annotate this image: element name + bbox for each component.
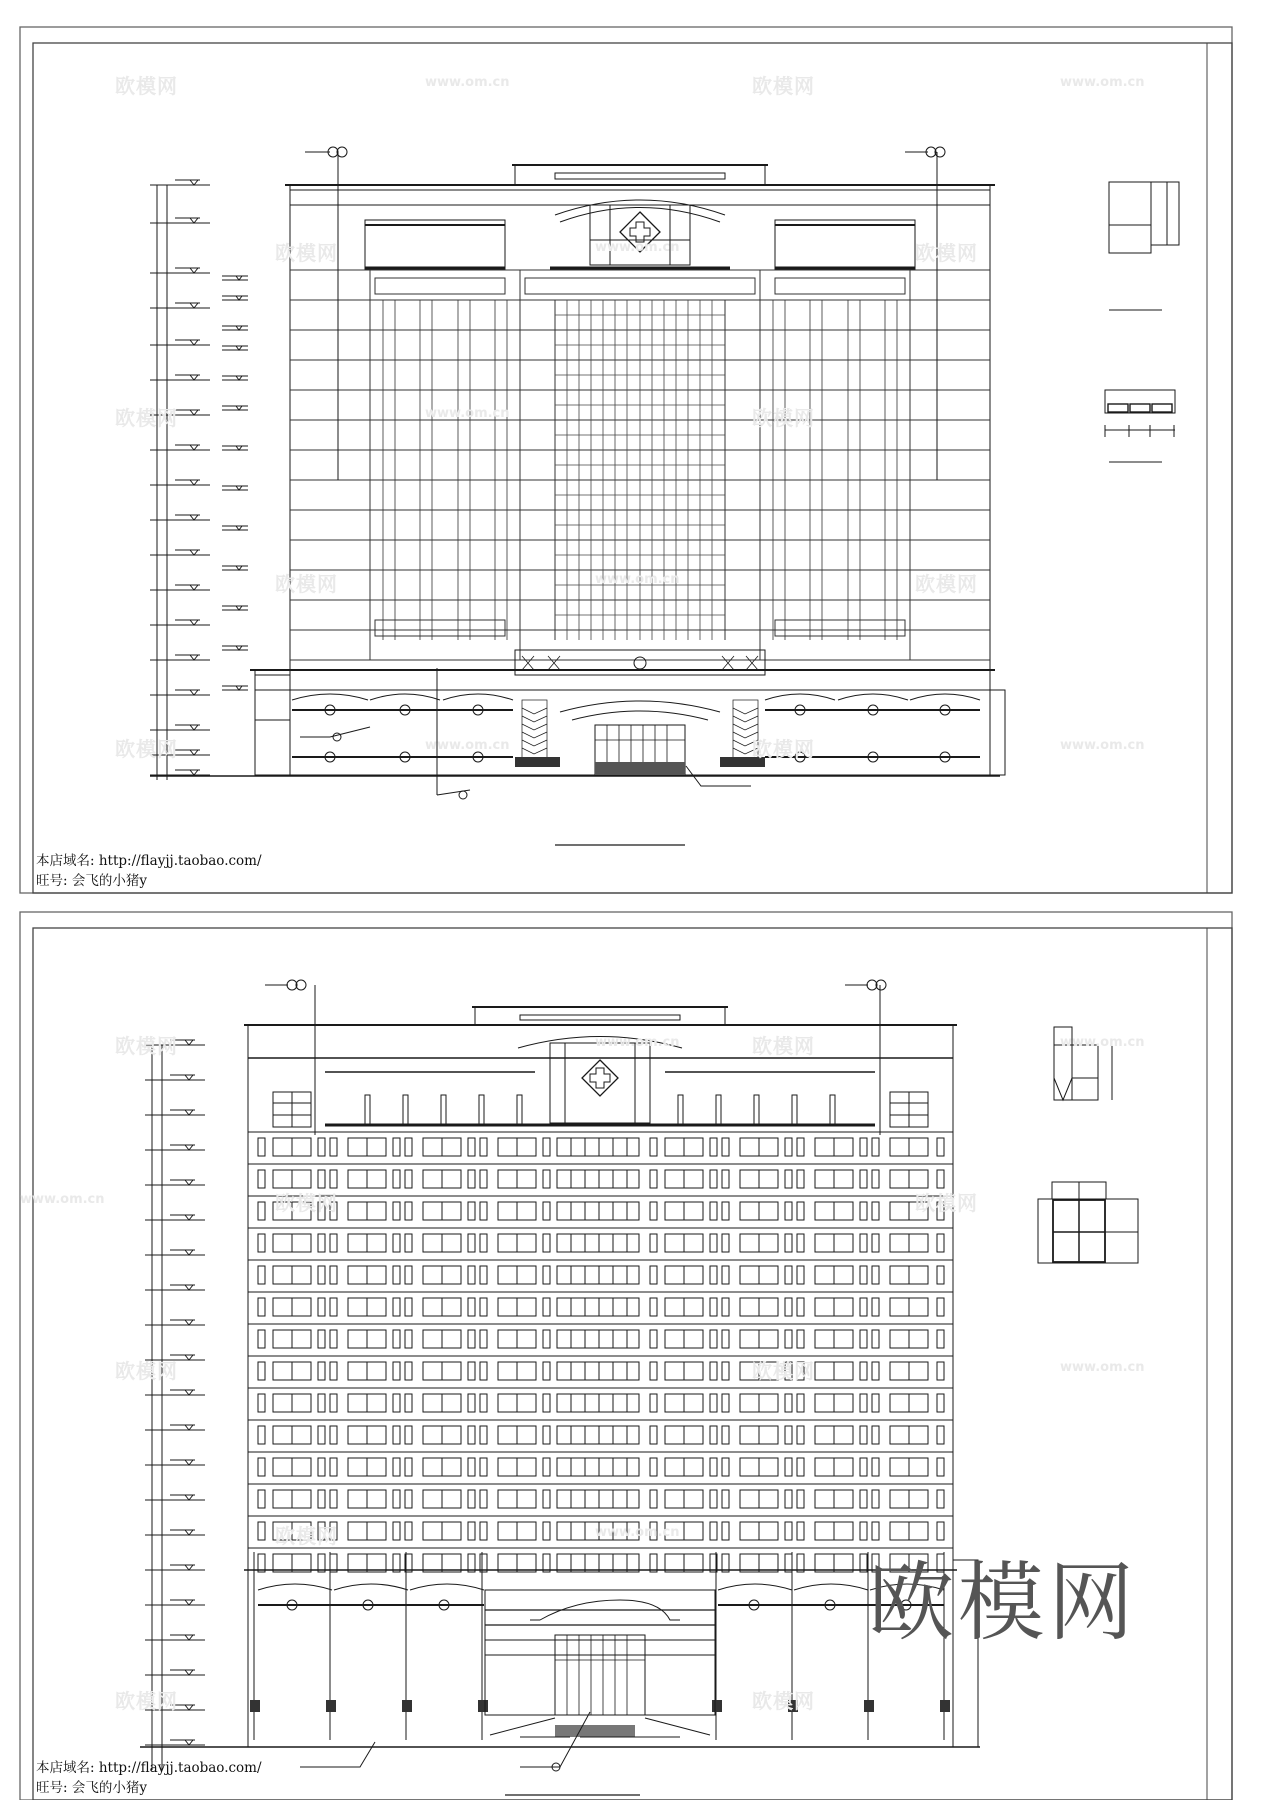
- watermark: 欧模网: [275, 1191, 338, 1215]
- watermark: www.om.cn: [1060, 738, 1145, 753]
- watermark: www.om.cn: [1060, 1035, 1145, 1050]
- watermark: 欧模网: [915, 1191, 978, 1215]
- rear-elevation-drawing: [0, 900, 1272, 1800]
- watermark: www.om.cn: [20, 1192, 105, 1207]
- watermark: 欧模网: [275, 1524, 338, 1548]
- sheet-caption: [36, 851, 262, 891]
- window-detail: [1038, 1182, 1138, 1263]
- watermark: 欧模网: [115, 406, 178, 430]
- watermark: 欧模网: [752, 1689, 815, 1713]
- watermark: 欧模网: [752, 406, 815, 430]
- building-front-facade: [150, 147, 1179, 845]
- watermark: 欧模网: [115, 1359, 178, 1383]
- wangwang-id-text: 旺号: 会飞的小猪y: [36, 873, 147, 889]
- watermark: 欧模网: [115, 1689, 178, 1713]
- watermark: 欧模网: [115, 737, 178, 761]
- watermark: 欧模网: [115, 1034, 178, 1058]
- watermark: 欧模网: [752, 1359, 815, 1383]
- window-detail: [1105, 390, 1175, 462]
- watermark: www.om.cn: [425, 406, 510, 421]
- watermark: 欧模网: [752, 737, 815, 761]
- watermark: www.om.cn: [595, 572, 680, 587]
- level-markers: [150, 180, 248, 780]
- watermark: 欧模网: [915, 241, 978, 265]
- watermark: www.om.cn: [1060, 75, 1145, 90]
- watermark: www.om.cn: [595, 1035, 680, 1050]
- watermark: 欧模网: [275, 241, 338, 265]
- large-brand-watermark: 欧模网: [868, 1553, 1138, 1653]
- watermark: 欧模网: [752, 74, 815, 98]
- watermark: www.om.cn: [595, 240, 680, 255]
- watermark: www.om.cn: [425, 738, 510, 753]
- watermark: www.om.cn: [425, 75, 510, 90]
- shop-domain-text: 本店域名: http://flayjj.taobao.com/: [36, 853, 262, 869]
- watermark: 欧模网: [915, 572, 978, 596]
- canopy-detail: [1054, 1027, 1112, 1100]
- shop-domain-text: 本店域名: http://flayjj.taobao.com/: [36, 1760, 262, 1776]
- watermark: www.om.cn: [1060, 1360, 1145, 1375]
- wangwang-id-text: 旺号: 会飞的小猪y: [36, 1780, 147, 1796]
- sheet-caption: [36, 1758, 262, 1798]
- watermark: 欧模网: [275, 572, 338, 596]
- drawing-sheet-2: [0, 900, 1272, 1800]
- building-rear-facade: [140, 980, 1138, 1795]
- watermark: www.om.cn: [595, 1525, 680, 1540]
- watermark: 欧模网: [115, 74, 178, 98]
- wall-section-detail: [1109, 182, 1179, 310]
- watermark: 欧模网: [752, 1034, 815, 1058]
